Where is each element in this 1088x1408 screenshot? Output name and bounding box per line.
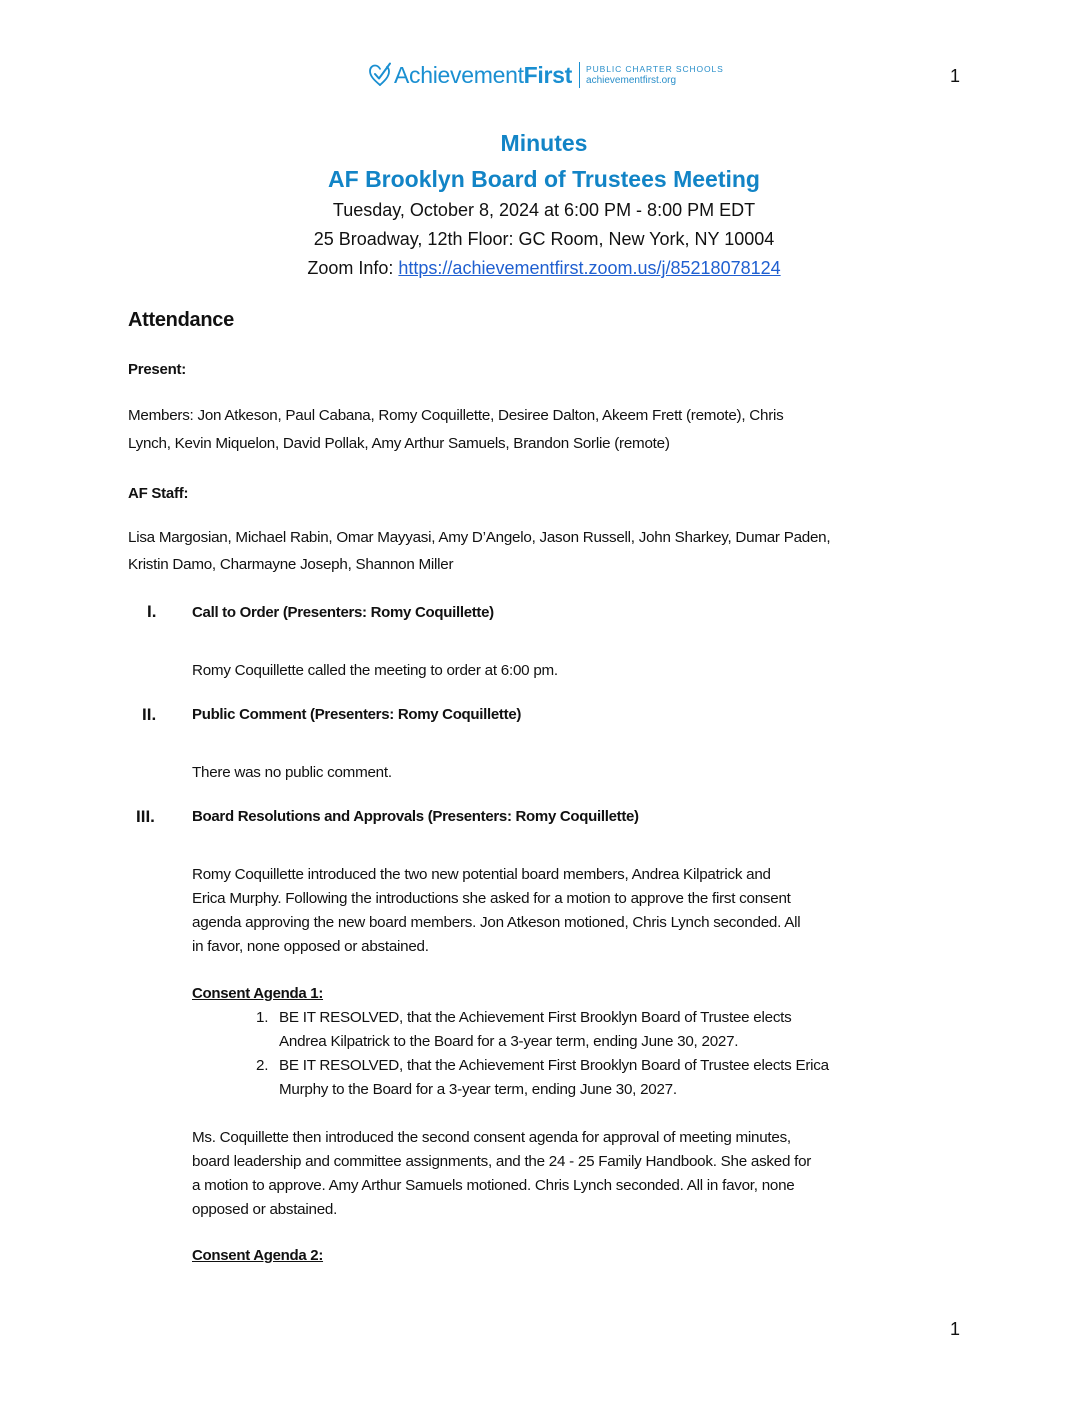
- meeting-title: AF Brooklyn Board of Trustees Meeting: [328, 166, 760, 192]
- resolution-1-line-1: BE IT RESOLVED, that the Achievement First Brooklyn Board of Trustee elects: [279, 1009, 792, 1026]
- logo-tagline-url: achievementfirst.org: [586, 75, 677, 86]
- members-line-1: Members: Jon Atkeson, Paul Cabana, Romy Coquillette, Desiree Dalton, Akeem Frett (remote), Chris: [128, 407, 784, 424]
- resolution-item-2: [256, 1054, 946, 1102]
- logo-word-achievement: Achievement: [394, 62, 524, 88]
- members-line-2: Lynch, Kevin Miquelon, David Pollak, Amy Arthur Samuels, Brandon Sorlie (remote): [128, 435, 670, 452]
- consent-agenda-2-heading: Consent Agenda 2:: [192, 1247, 324, 1264]
- page-number-bottom: 1: [949, 1319, 960, 1339]
- zoom-link[interactable]: https://achievementfirst.zoom.us/j/85218078124: [398, 258, 781, 278]
- agenda-item-body-1: Romy Coquillette called the meeting to order at 6:00 pm.: [192, 662, 558, 679]
- agenda-numeral-3: III.: [136, 807, 155, 826]
- zoom-info: [0, 254, 1088, 283]
- attendance-heading: Attendance: [128, 309, 234, 331]
- agenda-item-title-3: Board Resolutions and Approvals (Presenters: Romy Coquillette): [192, 808, 639, 825]
- agenda-3-para-2-line-1: Ms. Coquillette then introduced the second consent agenda for approval of meeting minutes,: [192, 1129, 791, 1146]
- resolution-item-1: [256, 1006, 946, 1054]
- staff-line-1: Lisa Margosian, Michael Rabin, Omar Mayyasi, Amy D’Angelo, Jason Russell, John Sharkey, Dumar Paden,: [128, 529, 831, 546]
- agenda-item-title-1: Call to Order (Presenters: Romy Coquillette): [192, 604, 494, 621]
- agenda-3-para-2-line-3: a motion to approve. Amy Arthur Samuels motioned. Chris Lynch seconded. All in favor, none: [192, 1177, 795, 1194]
- logo-tagline: [586, 64, 724, 86]
- agenda-3-para-1-line-2: Erica Murphy. Following the introductions she asked for a motion to approve the first consent: [192, 890, 791, 907]
- agenda-item-body-2: There was no public comment.: [192, 764, 392, 781]
- staff-label: AF Staff:: [128, 485, 189, 502]
- resolution-1-line-2: Andrea Kilpatrick to the Board for a 3-year term, ending June 30, 2027.: [279, 1033, 739, 1050]
- achievement-first-logo: [368, 60, 724, 90]
- consent-agenda-1-list: [256, 1006, 946, 1102]
- agenda-3-para-1-line-4: in favor, none opposed or abstained.: [192, 938, 429, 955]
- resolution-2-line-1: BE IT RESOLVED, that the Achievement First Brooklyn Board of Trustee elects Erica: [279, 1057, 829, 1074]
- meeting-date: Tuesday, October 8, 2024 at 6:00 PM - 8:00 PM EDT: [332, 200, 756, 220]
- agenda-numeral-2: II.: [142, 705, 157, 724]
- staff-line-2: Kristin Damo, Charmayne Joseph, Shannon Miller: [128, 556, 454, 573]
- zoom-info-label: Zoom Info:: [307, 258, 399, 278]
- agenda-3-para-2-line-2: board leadership and committee assignments, and the 24 - 25 Family Handbook. She asked for: [192, 1153, 812, 1170]
- agenda-numeral-1: I.: [147, 602, 157, 621]
- resolution-number-1: 1.: [256, 1009, 269, 1026]
- logo-tagline-schools: PUBLIC CHARTER SCHOOLS: [586, 64, 724, 74]
- resolution-2-line-2: Murphy to the Board for a 3-year term, ending June 30, 2027.: [279, 1081, 677, 1098]
- agenda-3-para-2-line-4: opposed or abstained.: [192, 1201, 338, 1218]
- document-title: Minutes: [500, 130, 588, 156]
- resolution-number-2: 2.: [256, 1057, 269, 1074]
- title-block: [0, 128, 1088, 283]
- meeting-location: 25 Broadway, 12th Floor: GC Room, New York, NY 10004: [313, 229, 775, 249]
- present-label: Present:: [128, 361, 187, 378]
- heart-checkmark-icon: [368, 62, 392, 88]
- agenda-3-para-1-line-3: agenda approving the new board members. Jon Atkeson motioned, Chris Lynch seconded. All: [192, 914, 801, 931]
- logo-wordmark: [394, 62, 572, 88]
- logo-divider: [579, 62, 580, 88]
- agenda-3-para-1-line-1: Romy Coquillette introduced the two new potential board members, Andrea Kilpatrick and: [192, 866, 771, 883]
- page-number-top: 1: [949, 66, 960, 86]
- agenda-item-title-2: Public Comment (Presenters: Romy Coquillette): [192, 706, 522, 723]
- consent-agenda-1-heading: Consent Agenda 1:: [192, 985, 324, 1002]
- logo-word-first: First: [523, 62, 573, 88]
